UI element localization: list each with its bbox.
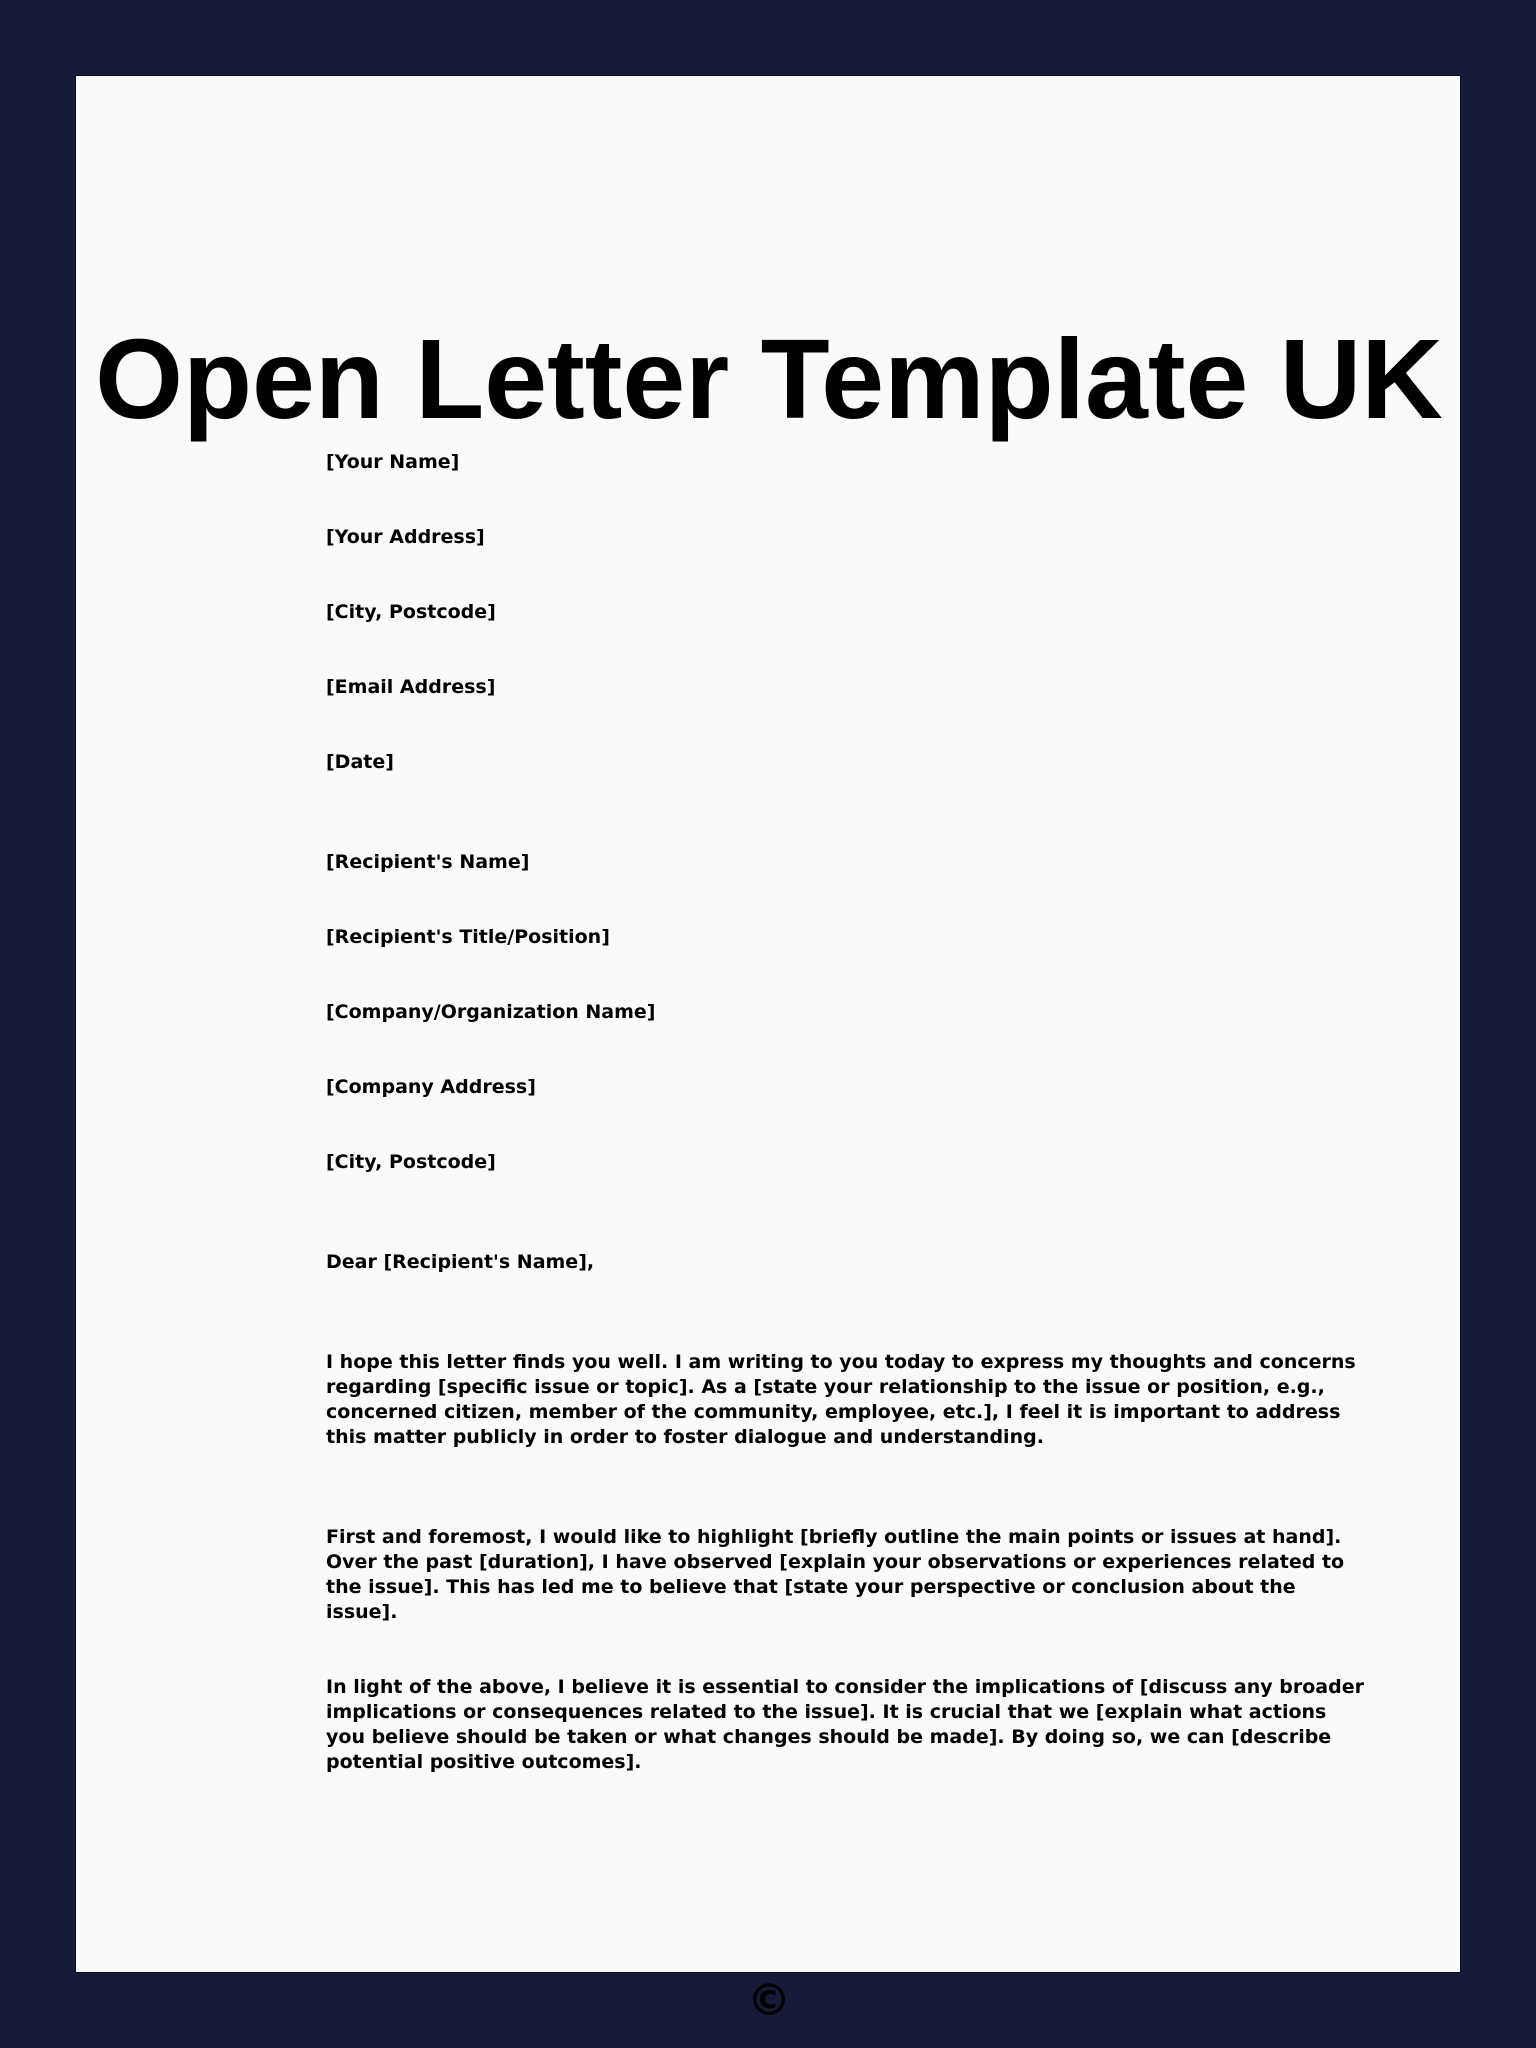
sender-name: [Your Name] [326,451,460,473]
copyright-symbol: © [747,1975,791,2026]
recipient-organization: [Company/Organization Name] [326,1001,656,1023]
recipient-title-position: [Recipient's Title/Position] [326,926,610,948]
body-paragraph: First and foremost, I would like to highlight [briefly outline the main points or issues at hand]. Over the past [duration], I have observed [explain your observations or experiences related to the issue]. This has led me to believe that [state your perspective or conclusion about the issue]. [326,1526,1345,1623]
recipient-name: [Recipient's Name] [326,851,530,873]
sender-email: [Email Address] [326,676,496,698]
sender-date: [Date] [326,751,394,773]
sender-city-postcode: [City, Postcode] [326,601,496,623]
recipient-address: [Company Address] [326,1076,536,1098]
body-paragraph: In light of the above, I believe it is essential to consider the implications of [discuss any broader implications or consequences related to the issue]. It is crucial that we [explain what actions you believe should be taken or what changes should be made]. By doing so, we can [describe potential positive outcomes]. [326,1676,1364,1773]
body-paragraph: I hope this letter finds you well. I am writing to you today to express my thoughts and concerns regarding [specific issue or topic]. As a [state your relationship to the issue or position, e.g., concerned citizen, member of the community, employee, etc.], I feel it is important to address this matter publicly in order to foster dialogue and understanding. [326,1351,1356,1448]
page-title: Open Letter Template UK [95,316,1443,442]
salutation: Dear [Recipient's Name], [326,1251,595,1273]
sender-address: [Your Address] [326,526,485,548]
recipient-city-postcode: [City, Postcode] [326,1151,496,1173]
letter-page [75,75,1461,2026]
